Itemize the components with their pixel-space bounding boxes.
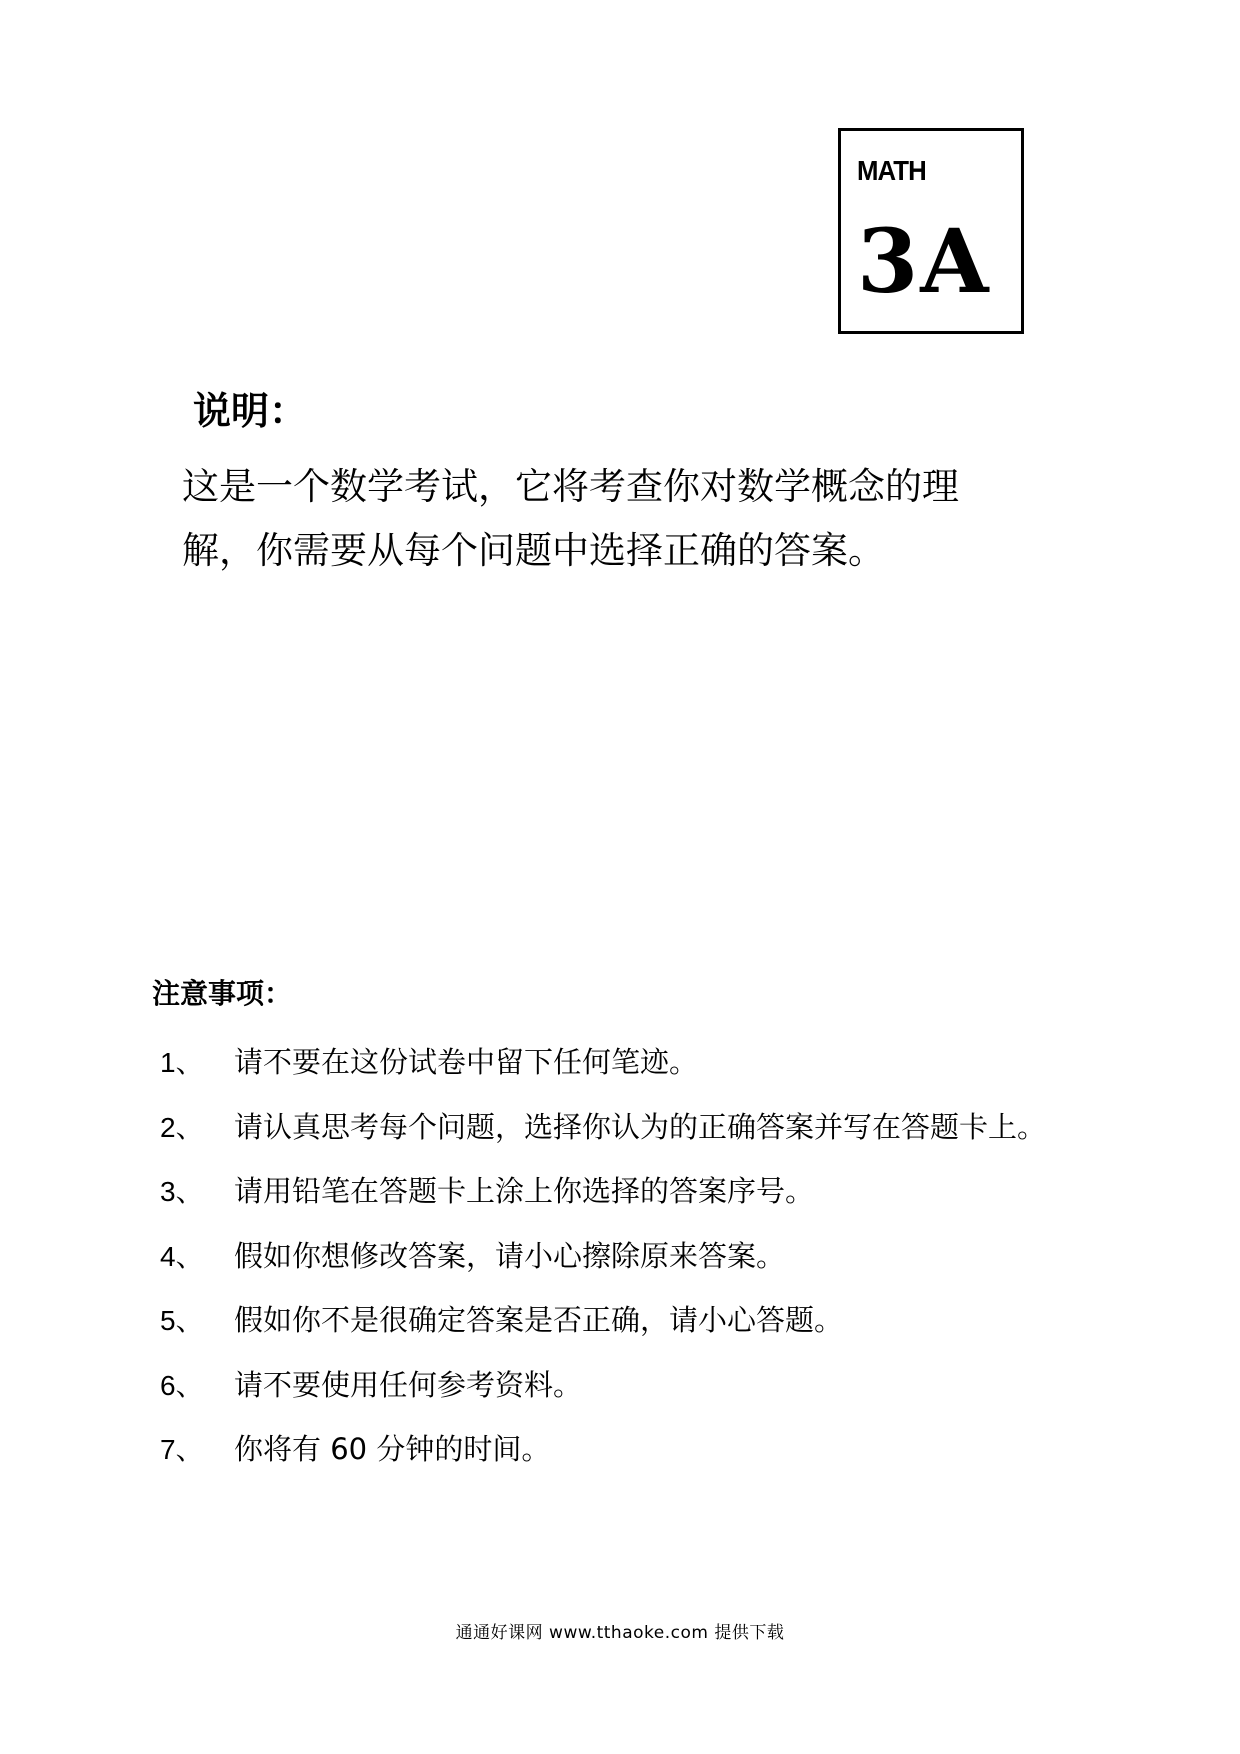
note-text: 请不要在这份试卷中留下任何笔迹。 [234, 1045, 699, 1079]
note-number: 1、 [160, 1047, 204, 1078]
note-item [160, 1105, 1220, 1170]
intro-body [182, 455, 1082, 583]
notes-title: 注意事项： [152, 977, 293, 1010]
note-text: 你将有 60 分钟的时间。 [234, 1432, 551, 1466]
badge-code: 3A [857, 209, 991, 313]
note-item [160, 1234, 1220, 1299]
note-text: 假如你想修改答案，请小心擦除原来答案。 [234, 1238, 786, 1273]
intro-title: 说明： [193, 389, 308, 433]
note-item [160, 1427, 1220, 1492]
badge-subject: MATH [857, 155, 926, 186]
note-item [160, 1363, 1220, 1428]
note-item [160, 1169, 1220, 1234]
note-item [160, 1298, 1220, 1363]
notes-list [160, 1040, 1220, 1492]
page-footer: 通通好课网 www.tthaoke.com 提供下载 [455, 1623, 785, 1643]
note-number: 3、 [160, 1176, 204, 1207]
note-text: 请用铅笔在答题卡上涂上你选择的答案序号。 [234, 1174, 815, 1208]
note-number: 2、 [160, 1111, 204, 1143]
intro-line: 这是一个数学考试，它将考查你对数学概念的理 [182, 465, 959, 508]
note-number: 7、 [160, 1434, 204, 1465]
exam-code-badge [838, 128, 1024, 334]
note-number: 5、 [160, 1305, 204, 1336]
note-text: 请认真思考每个问题，选择你认为的正确答案并写在答题卡上。 [234, 1109, 1047, 1144]
note-text: 请不要使用任何参考资料。 [234, 1367, 583, 1402]
note-number: 4、 [160, 1240, 204, 1272]
note-item [160, 1040, 1220, 1105]
note-text: 假如你不是很确定答案是否正确，请小心答题。 [234, 1303, 844, 1337]
note-number: 6、 [160, 1369, 204, 1401]
intro-line: 解，你需要从每个问题中选择正确的答案。 [182, 529, 885, 572]
